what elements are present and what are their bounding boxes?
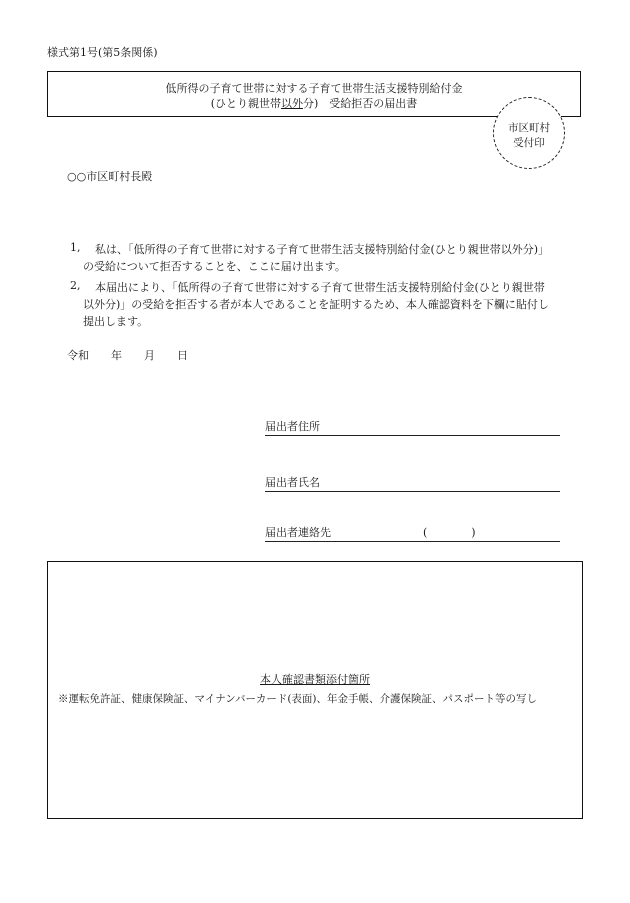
contact-label: 届出者連絡先: [265, 526, 331, 539]
id-document-attachment-box: [47, 561, 583, 819]
form-number: 様式第1号(第5条関係): [47, 46, 158, 59]
title-line-1: 低所得の子育て世帯に対する子育て世帯生活支援特別給付金: [165, 82, 463, 95]
item-2-line-1: 本届出により、「低所得の子育て世帯に対する子育て世帯生活支援特別給付金(ひとり親世帯: [95, 281, 545, 294]
stamp-label-line-2: 受付印: [513, 137, 545, 149]
name-label: 届出者氏名: [265, 476, 320, 489]
title-line-2: [48, 95, 580, 111]
address-label: 届出者住所: [265, 420, 320, 433]
item-2-line-2: 以外分)」の受給を拒否する者が本人であることを証明するため、本人確認資料を下欄に貼付し: [83, 298, 549, 311]
id-section-note: ※運転免許証、健康保険証、マイナンバーカード(表面)、年金手帳、介護保険証、パスポート等の写し: [58, 693, 538, 705]
item-1-number: 1,: [70, 241, 81, 254]
item-2-number: 2,: [70, 279, 81, 292]
title-underlined-word: 以外: [281, 97, 303, 110]
stamp-label-line-1: 市区町村: [508, 122, 550, 134]
name-field[interactable]: [265, 476, 560, 492]
item-1-line-1: 私は、「低所得の子育て世帯に対する子育て世帯生活支援特別給付金(ひとり親世帯以外分)」: [95, 243, 550, 256]
address-field[interactable]: [265, 420, 560, 436]
id-section-title-text: 本人確認書類添付箇所: [260, 673, 370, 686]
id-section-title: [48, 671, 582, 687]
title-line-2-prefix: (ひとり親世帯: [210, 97, 281, 110]
phone-area-code-parentheses: ( ): [423, 526, 476, 539]
title-line-2-suffix: 分) 受給拒否の届出書: [303, 97, 418, 110]
contact-field[interactable]: [265, 526, 560, 542]
item-1-line-2: の受給について拒否することを、ここに届け出ます。: [83, 260, 346, 273]
item-2-line-3: 提出します。: [83, 315, 149, 328]
addressee: ○○市区町村長殿: [67, 170, 153, 183]
date-line: 令和 年 月 日: [67, 349, 188, 362]
